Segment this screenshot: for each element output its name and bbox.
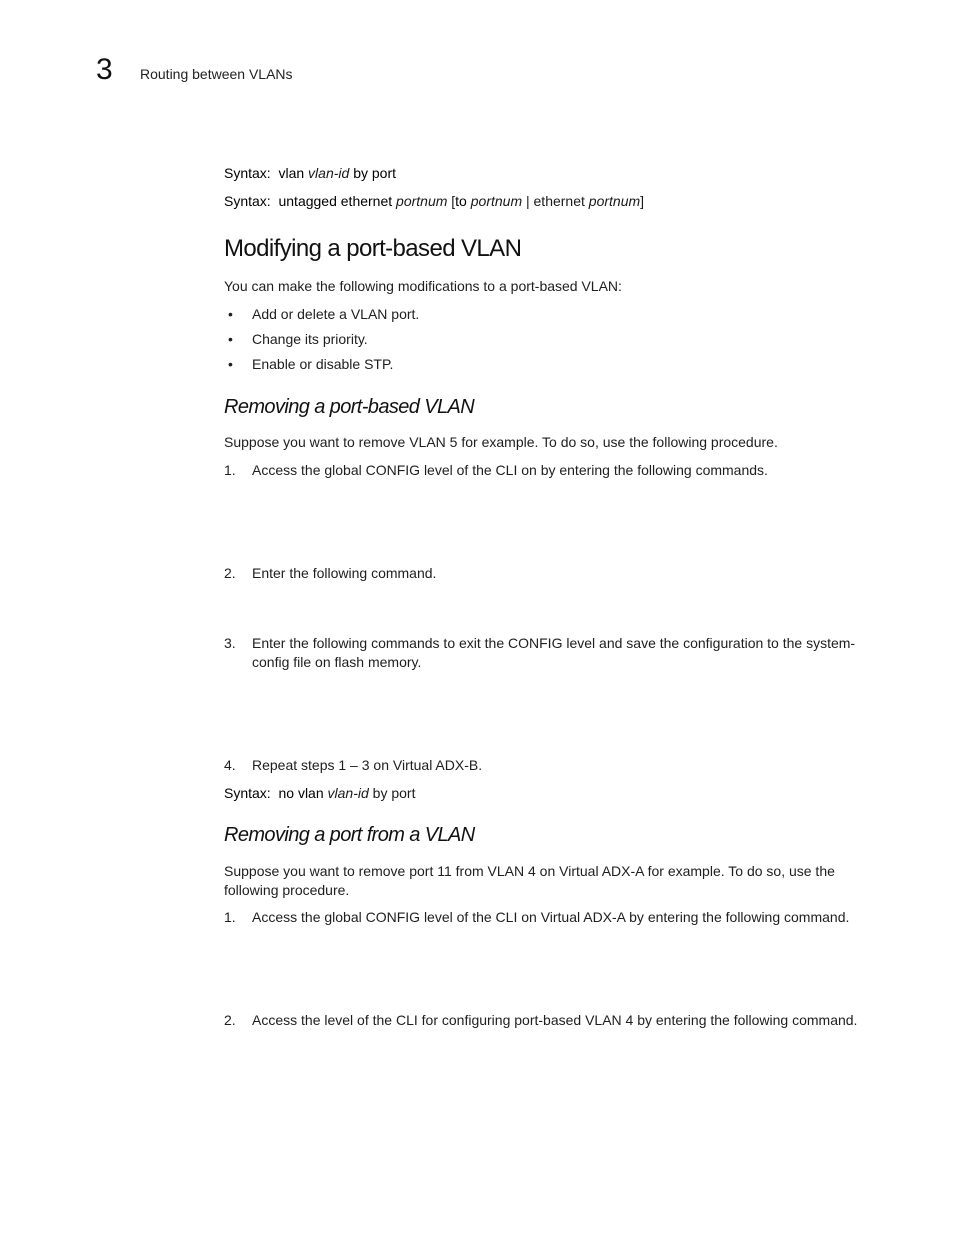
syntax-param: vlan-id xyxy=(323,785,369,801)
step-number: 4. xyxy=(224,757,236,773)
syntax-param: portnum xyxy=(466,193,523,209)
syntax-keyword: untagged ethernet xyxy=(278,193,393,209)
bullet-text: Enable or disable STP. xyxy=(252,356,394,372)
step-number: 1. xyxy=(224,462,236,478)
step-number: 2. xyxy=(224,565,236,581)
chapter-number: 3 xyxy=(96,53,113,86)
syntax-label: Syntax: xyxy=(224,785,271,801)
section-heading-modifying: Modifying a port-based VLAN xyxy=(224,235,522,262)
syntax-label: Syntax: xyxy=(224,165,271,181)
syntax-line-no-vlan xyxy=(224,784,415,802)
syntax-param: vlan-id xyxy=(304,165,350,181)
syntax-keyword: by port xyxy=(349,165,397,181)
step-number: 1. xyxy=(224,909,236,925)
syntax-punct: ] xyxy=(640,193,645,209)
syntax-param: portnum xyxy=(392,193,448,209)
bullet-icon: • xyxy=(228,331,233,347)
bullet-icon: • xyxy=(228,356,233,372)
step-text: Repeat steps 1 – 3 on Virtual ADX-B. xyxy=(252,757,483,773)
bullet-text: Change its priority. xyxy=(252,331,368,347)
bullet-text: Add or delete a VLAN port. xyxy=(252,306,420,322)
syntax-keyword: vlan xyxy=(278,165,305,181)
removing-port-intro: Suppose you want to remove port 11 from VLAN 4 on Virtual ADX-A for example. To do so, use the following procedure. xyxy=(224,863,835,898)
removing-vlan-intro: Suppose you want to remove VLAN 5 for example. To do so, use the following procedure. xyxy=(224,434,778,450)
syntax-param: portnum xyxy=(588,193,641,209)
step-text: Access the global CONFIG level of the CLI on Virtual ADX-A by entering the following command. xyxy=(252,909,850,925)
bullet-icon: • xyxy=(228,306,233,322)
syntax-punct: | ethernet xyxy=(522,193,589,209)
syntax-keyword: no vlan xyxy=(278,785,324,801)
step-text: Access the global CONFIG level of the CLI on by entering the following commands. xyxy=(252,462,768,478)
step-text: Enter the following command. xyxy=(252,565,437,581)
step-text: Access the level of the CLI for configuring port-based VLAN 4 by entering the following command. xyxy=(252,1012,858,1028)
section-heading-removing-vlan: Removing a port-based VLAN xyxy=(224,396,475,418)
syntax-text: by port xyxy=(368,785,416,801)
modifying-intro: You can make the following modifications to a port-based VLAN: xyxy=(224,278,622,294)
step-number: 3. xyxy=(224,635,236,651)
syntax-punct: [ xyxy=(447,193,456,209)
section-heading-removing-port: Removing a port from a VLAN xyxy=(224,824,475,846)
step-number: 2. xyxy=(224,1012,236,1028)
syntax-label: Syntax: xyxy=(224,193,271,209)
syntax-line-vlan xyxy=(224,164,396,182)
syntax-keyword: to xyxy=(455,193,467,209)
syntax-line-untagged xyxy=(224,192,644,210)
running-title: Routing between VLANs xyxy=(140,66,293,82)
step-text: Enter the following commands to exit the CONFIG level and save the configuration to the system-config file on flash memory. xyxy=(252,635,856,670)
